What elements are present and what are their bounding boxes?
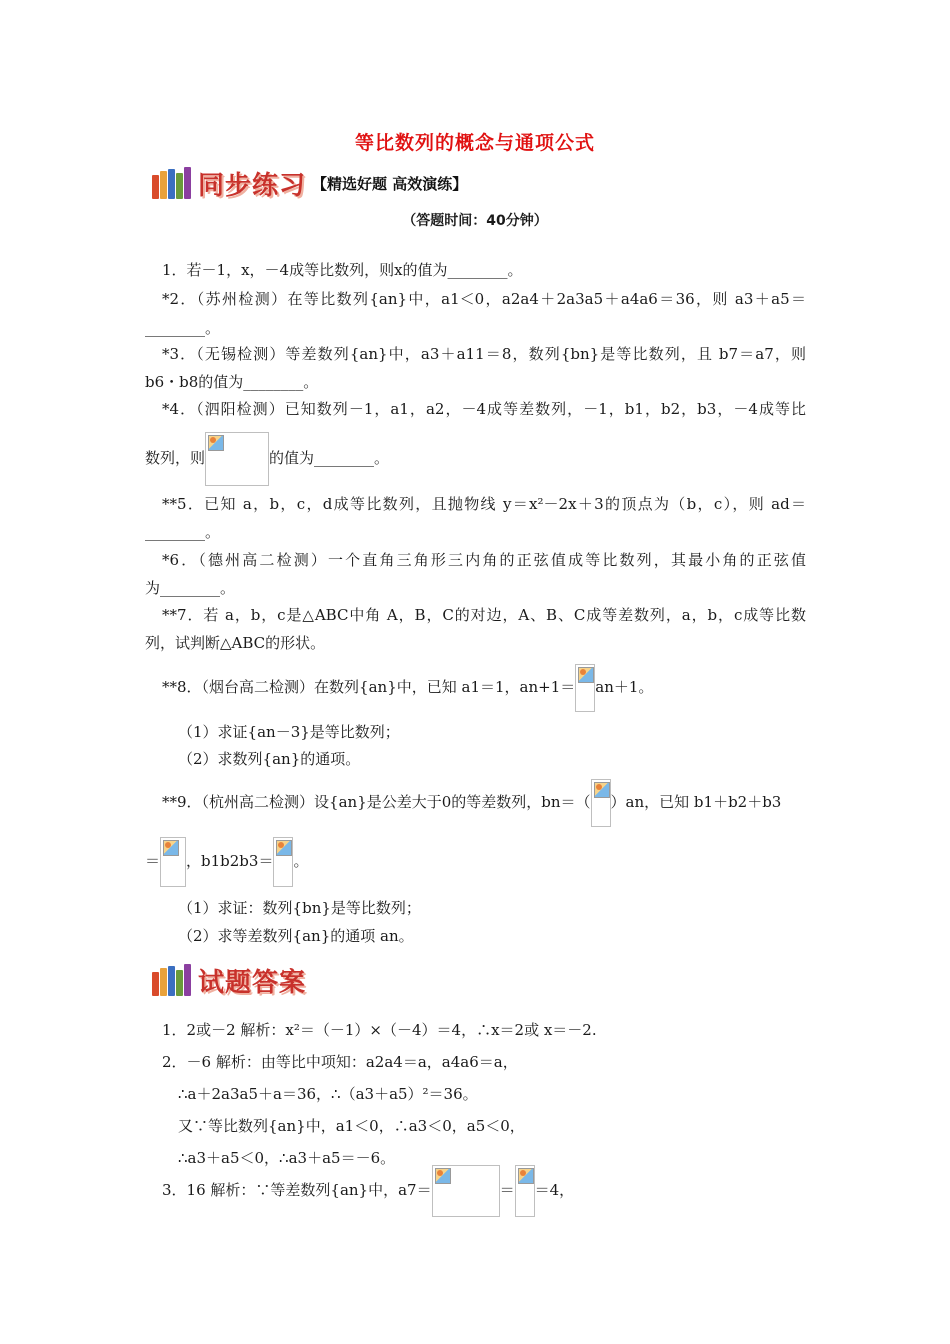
question-8-part-2: （2）求数列{an}的通项。 [178, 750, 361, 768]
answer-2-line-2: ∴a＋2a3a5＋a＝36，∴（a3＋a5）²＝36。 [178, 1085, 478, 1103]
question-5-line-2: ________。 [145, 523, 221, 541]
question-9-part-1: （1）求证：数列{bn}是等比数列； [178, 899, 421, 917]
question-9-text-mid: ，b1b2b3＝ [186, 852, 274, 870]
formula-image [432, 1165, 500, 1217]
answer-2-line-4: ∴a3＋a5＜0，∴a3＋a5＝－6。 [178, 1149, 396, 1167]
practice-banner-sub: 【精选好题 高效演练】 [312, 174, 468, 193]
practice-banner [152, 165, 467, 201]
practice-banner-label: 同步练习 [198, 170, 307, 201]
question-4-line-1: *4．（泗阳检测）已知数列－1，a1，a2，－4成等差数列，－1，b1，b2，b3，－4成等比 [162, 400, 806, 418]
question-4-text-post: 的值为________。 [269, 449, 390, 467]
question-9-text-eq: ＝ [145, 852, 161, 870]
question-9-line-2 [145, 836, 308, 887]
time-note: （答题时间：40分钟） [402, 213, 548, 229]
question-8-part-1: （1）求证{an－3}是等比数列； [178, 723, 400, 741]
formula-image [591, 779, 611, 827]
question-4-line-2 [145, 432, 389, 486]
answer-3-text-mid: ＝ [499, 1181, 515, 1199]
answers-banner-label: 试题答案 [198, 967, 307, 998]
formula-image [160, 837, 186, 887]
question-9-text-pre: **9．（杭州高二检测）设{an}是公差大于0的等差数列，bn＝（ [162, 793, 591, 811]
question-3-line-1: *3．（无锡检测）等差数列{an}中，a3＋a11＝8，数列{bn}是等比数列，且 b7＝a7，则 [162, 345, 806, 363]
question-7-line-2: 列，试判断△ABC的形状。 [145, 634, 326, 652]
question-9-text-post: ）an，已知 b1＋b2＋b3 [610, 793, 782, 811]
answer-3-text-pre: 3．16 解析：∵等差数列{an}中，a7＝ [162, 1181, 432, 1199]
answer-1: 1．2或－2 解析：x²＝（－1）×（－4）＝4，∴x＝2或 x＝－2. [162, 1021, 597, 1039]
question-8-text-post: an＋1。 [595, 678, 654, 696]
answer-3-text-post: ＝4， [534, 1181, 575, 1199]
answer-2-line-3: 又∵等比数列{an}中，a1＜0，∴a3＜0，a5＜0， [178, 1117, 525, 1135]
answers-banner [152, 962, 306, 998]
question-8 [162, 662, 653, 712]
answer-3 [162, 1164, 574, 1217]
question-6-line-1: *6．（德州高二检测）一个直角三角形三内角的正弦值成等比数列，其最小角的正弦值 [162, 551, 806, 569]
answer-2-line-1: 2．－6 解析：由等比中项知：a2a4＝a，a4a6＝a， [162, 1053, 518, 1071]
question-7-line-1: **7．若 a，b，c是△ABC中角 A，B，C的对边，A、B、C成等差数列，a，b，c成等比数 [162, 606, 806, 624]
question-6-line-2: 为________。 [145, 579, 236, 597]
page-title: 等比数列的概念与通项公式 [354, 132, 595, 154]
question-3-line-2: b6・b8的值为________。 [145, 373, 319, 391]
question-8-text-pre: **8．（烟台高二检测）在数列{an}中，已知 a1＝1，an+1＝ [162, 678, 576, 696]
books-icon [152, 964, 192, 996]
books-icon [152, 167, 192, 199]
formula-image [273, 837, 293, 887]
question-2-line-2: ________。 [145, 319, 221, 337]
formula-image [205, 432, 269, 486]
question-9-line-1 [162, 777, 781, 827]
question-2-line-1: *2．（苏州检测）在等比数列{an}中，a1＜0，a2a4＋2a3a5＋a4a6＝36，则 a3＋a5＝ [162, 290, 806, 308]
question-9-text-end: 。 [293, 852, 309, 870]
question-4-text-pre: 数列，则 [145, 449, 206, 467]
formula-image [575, 664, 595, 712]
question-5-line-1: **5．已知 a，b，c，d成等比数列，且抛物线 y＝x²－2x＋3的顶点为（b，c），则 ad＝ [162, 495, 806, 513]
question-1: 1．若－1，x，－4成等比数列，则x的值为________。 [162, 261, 523, 279]
formula-image [515, 1165, 535, 1217]
question-9-part-2: （2）求等差数列{an}的通项 an。 [178, 927, 414, 945]
